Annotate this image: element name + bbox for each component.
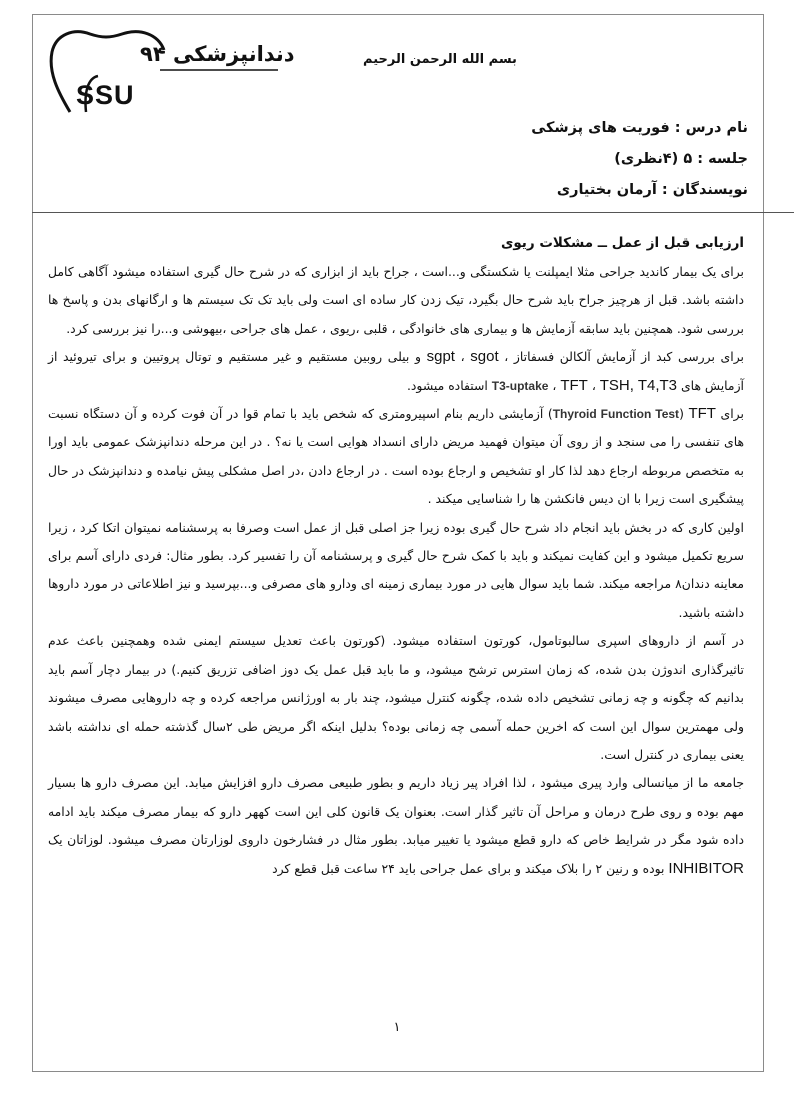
- inhibitor-term: INHIBITOR: [668, 859, 744, 877]
- thyroid-function-test-term: Thyroid Function Test: [552, 407, 680, 422]
- t3-uptake-term: T3-uptake: [491, 378, 549, 393]
- paragraph-history-taking: اولین کاری که در بخش باید انجام داد شرح حال گیری بوده زیرا جز اصلی قبل از عمل است وصرفا به پرسشنامه نمیتوان اتکا کرد ، زیرا سریع تکمیل میشود و این کفایت نمیکند و باید با کمک شرح حال گیری و پرسشنامه آن را تفسیر کرد. بطور مثال: فردی دارای آسم برای معاینه دندان۸ مراجعه میکند. شما باید سوال هایی در مورد بیماری زمینه ای ودارو های مصرفی و...بپرسید و نیز اطلاعاتی در مورد داروها داشته باشید.: [48, 519, 744, 620]
- paren: ): [547, 406, 553, 422]
- text-run: آزمایشی داریم بنام اسپیرومتری که شخص باید با تمام قوا در آن فوت کرده و آن دستگاه نسبت های تنفسی را می سنجد و از روی آن میتوان فهمید مریض دارای انسداد هوایی است یا نه؟ . در این مرحله دندانپزشک عمومی باید اورا به متخصص مربوطه ارجاع دهد لذا کار او تشخیص و ارجاع بوده است . در ارجاع دادن ،در اصل مشکلی پیش نیامده و دندانپزشک در حال پیشگیری است زیرا با ان دیس فانکشن ها را شناسایی میکند .: [48, 406, 744, 507]
- paragraph-lab-tests: [48, 343, 744, 400]
- header-divider: [32, 212, 794, 213]
- tft-term: TFT: [560, 376, 588, 394]
- authors: نویسندگان : آرمان بختیاری: [556, 182, 748, 198]
- text-run: استفاده میشود.: [406, 377, 488, 393]
- paren: (: [679, 406, 684, 422]
- paragraph-medications: [48, 769, 744, 883]
- text-run: برای: [720, 406, 744, 422]
- paragraph-asthma: در آسم از داروهای اسپری سالبوتامول، کورتون استفاده میشود. (کورتون باعث تعدیل سیستم ایمنی شده وهمچنین باعث عدم تاثیرگذاری اندوژن بدن شده، که زمان استرس ترشح میشود، و ما باید قبل عمل یک دوز اضافی تزریق کنیم.) در بیمار دچار آسم باید بدانیم که چگونه و چه زمانی تشخیص داده شده، چگونه کنترل میشود، چند بار به اورژانس مراجعه کرده و چه داروهایی مصرف میشوند ولی مهمترین سوال این است که اخرین حمله آسمی چه زمانی بوده؟ بدلیل اینکه اگر مریض طی ۲سال گذشته حمله ای نداشته باشد یعنی بیماری در کنترل است.: [48, 633, 744, 762]
- sgpt-term: sgpt: [426, 348, 455, 366]
- session-number: جلسه : ۵ (۴نظری): [614, 151, 748, 167]
- separator: ،: [552, 377, 557, 393]
- tft-term: TFT: [688, 405, 716, 423]
- separator: ،: [460, 349, 465, 365]
- lecture-info: [531, 113, 748, 206]
- basmala: بسم الله الرحمن الرحیم: [363, 52, 517, 67]
- paragraph-spirometry: [48, 400, 744, 514]
- paragraph-intro: برای یک بیمار کاندید جراحی مثلا ایمپلنت یا شکستگی و...است ، جراح باید از ابزاری که در شرح حال گیری استفاده میشود آگاهی کامل داشته باشد. قبل از هرچیز جراح باید شرح حال بگیرد، تیک زدن کار ساده ای است ولی باید تک تک سیستم ها و ارگانهای بدن و پاسخ ها بررسی شود. همچنین باید سابقه آزمایش ها و بیماری های خانوادگی ، قلبی ،ریوی ، عمل های جراحی ،بیهوشی و...را نیز بررسی کرد.: [48, 264, 744, 336]
- tsh-term: TSH, T4,T3: [599, 376, 678, 394]
- logo-text: دندانپزشکی ۹۴: [140, 42, 295, 66]
- page-number: ۱: [393, 1020, 401, 1035]
- document-body: [48, 228, 744, 883]
- section-heading: ارزیابی قبل از عمل ــ مشکلات ریوی: [500, 235, 744, 251]
- course-title: نام درس : فوریت های پزشکی: [531, 120, 748, 136]
- text-run: جامعه ما از میانسالی وارد پیری میشود ، لذا افراد پیر زیاد داریم و بطور طبیعی مصرف دارو افزایش میابد. این مصرف دارو ها بسیار مهم بوده و روی طرح درمان و مراحل آن تاثیر گذار است. بعنوان یک قانون کلی این است کههر دارو که بیمار مصرف میکند باید ادامه داده شود مگر در شرایط خاص که دارو قطع میشود یا تغییر میابد. بطور مثال در فشارخون داروی لوزارتان مصرف میشود. لوزاتان یک: [48, 775, 744, 848]
- ssu-dentistry-logo: [40, 22, 295, 122]
- sgot-term: sgot: [470, 348, 499, 366]
- text-run: برای بررسی کبد از آزمایش آلکالن فسفاتاز ،: [504, 349, 744, 365]
- logo-abbreviation: SSU: [76, 80, 135, 110]
- text-run: بوده و رنین ۲ را بلاک میکند و برای عمل جراحی باید ۲۴ ساعت قبل قطع کرد: [272, 860, 665, 876]
- text-run: و بیلی روبین مستقیم و غیر مستقیم و توتال پروتیین و برای تیروئید از آزمایش های: [48, 349, 744, 393]
- separator: ،: [591, 377, 596, 393]
